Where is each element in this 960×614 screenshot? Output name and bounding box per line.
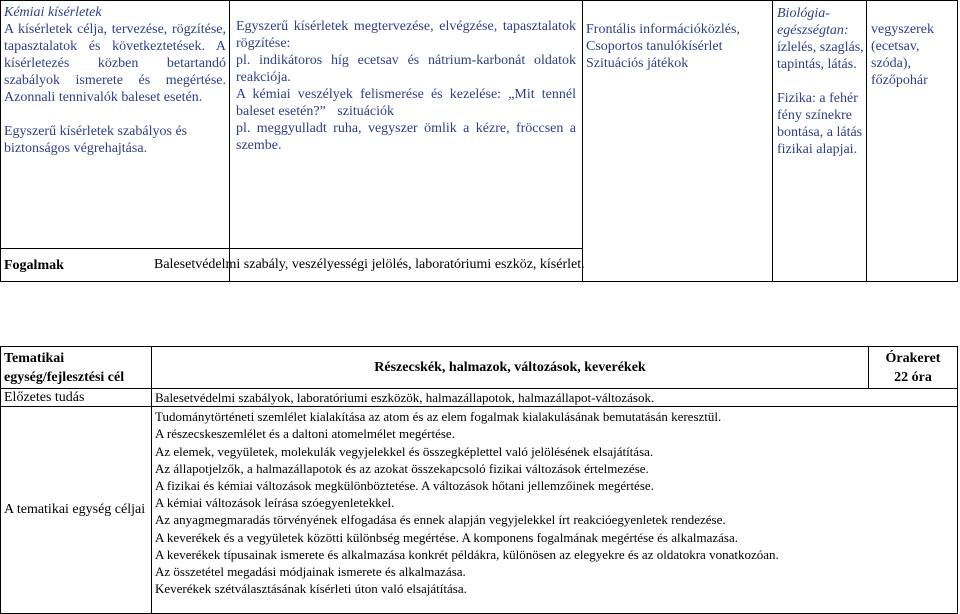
biology-label: Biológia-egészségtan: — [777, 6, 849, 38]
goals-cell — [152, 407, 958, 614]
methods-cell — [583, 1, 773, 282]
activities-cell — [230, 1, 583, 249]
goal-item: A fizikai és kémiai változások megkülönböztetése. A változások hőtani jellemzőinek megértése. — [155, 478, 654, 494]
hours-cell — [869, 347, 958, 389]
hours-label: Órakeret — [885, 350, 941, 366]
goal-item: A kémiai változások leírása szóegyenletekkel. — [155, 495, 395, 511]
physics-block — [777, 90, 864, 158]
goals-label-cell — [1, 407, 152, 614]
activity-1: Egyszerű kísérletek megtervezése, elvégzése, tapasztalatok rögzítése: — [236, 19, 576, 51]
topic-label: Tematikai egység/fejlesztési cél — [4, 350, 125, 385]
method-1: Frontális információközlés, — [586, 22, 740, 37]
activity-2: pl. indikátoros híg ecetsav és nátrium-karbonát oldatok reakciója. — [236, 53, 576, 85]
hours-value: 22 óra — [894, 369, 932, 385]
goal-item: A részecskeszemlélet és a daltoni atomelmélet megértése. — [155, 426, 455, 442]
topic-table — [0, 346, 958, 614]
activity-4: pl. meggyulladt ruha, vegyszer ömlik a kézre, fröccsen a szembe. — [236, 121, 576, 153]
activity-3-tail: szituációk — [337, 104, 395, 119]
tools-cell — [867, 1, 958, 282]
tool-4: főzőpohár — [871, 73, 928, 88]
goal-item: Az összetétel megadási módjainak ismerete és alkalmazása. — [155, 564, 466, 580]
prior-knowledge-label-cell — [1, 389, 152, 407]
goal-item: Tudománytörténeti szemlélet kialakítása az atom és az elem fogalmak kialakulásának bemutatásán keresztül. — [155, 409, 722, 425]
lesson-table — [0, 0, 958, 282]
topic-cell — [1, 1, 230, 249]
method-2: Csoportos tanulókísérlet — [586, 39, 723, 54]
goal-item: Keverékek szétválasztásának kísérleti úton való elsajátítása. — [155, 581, 467, 597]
topic-title: Kémiai kísérletek — [4, 5, 102, 20]
prior-knowledge-cell — [152, 389, 958, 407]
topic-name-cell — [152, 347, 869, 389]
concepts-label: Fogalmak — [4, 257, 64, 273]
goal-item: A keverékek és a vegyületek közötti különbség megértése. A komponens fogalmának megértése és alkalmazása. — [155, 529, 738, 545]
goal-item: Az elemek, vegyületek, molekulák vegyjelekkel és összegképlettel való jelölésének elsajátítása. — [155, 443, 654, 459]
goal-item: Az állapotjelzők, a halmazállapotok és az azokat összekapcsoló fizikai változások értelmezése. — [155, 460, 649, 476]
concepts-text: Balesetvédelmi szabály, veszélyességi jelölés, laboratóriumi eszköz, kísérlet. — [154, 257, 585, 272]
prior-knowledge-label: Előzetes tudás — [4, 390, 85, 405]
biology-text: ízlelés, szaglás, tapintás, látás. — [777, 40, 864, 72]
goal-item: Az anyagmegmaradás törvényének elfogadása és ennek alapján vegyjelekkel írt reakcióegyenletek rendezése. — [155, 512, 726, 528]
method-3: Szituációs játékok — [586, 56, 689, 71]
physics-label: Fizika: — [777, 91, 816, 106]
tool-3: szóda), — [871, 56, 912, 71]
topic-label-cell — [1, 347, 152, 389]
activity-3-text: A kémiai veszélyek felismerése és kezelése: „Mit tennél baleset esetén?” — [236, 87, 576, 119]
topic-name: Részecskék, halmazok, változások, keverékek — [374, 359, 646, 375]
prior-knowledge-text: Balesetvédelmi szabályok, laboratóriumi eszközök, halmazállapotok, halmazállapot-változások. — [155, 390, 655, 405]
activity-3 — [236, 86, 576, 120]
topic-goal: Egyszerű kísérletek szabályos és biztonságos végrehajtása. — [4, 124, 188, 156]
goals-label: A tematikai egység céljai — [4, 502, 146, 518]
tool-2: (ecetsav, — [871, 39, 920, 54]
tool-1: vegyszerek — [871, 22, 934, 37]
physics-text: a fehér fény színekre bontása, a látás fizikai alapjai. — [777, 91, 863, 157]
goal-item: A keverékek típusainak ismerete és alkalmazása konkrét példákra, különösen az elegyekre és az oldatokra vonatkozóan. — [155, 546, 779, 562]
topic-description: A kísérletek célja, tervezése, rögzítése, tapasztalatok és következtetések. A kísérletezés közben betartandó szabályok ismerete és megértése. Azonnali tennivalók baleset esetén. — [4, 22, 226, 105]
concepts-text-cell — [154, 249, 585, 282]
connections-cell — [773, 1, 867, 282]
